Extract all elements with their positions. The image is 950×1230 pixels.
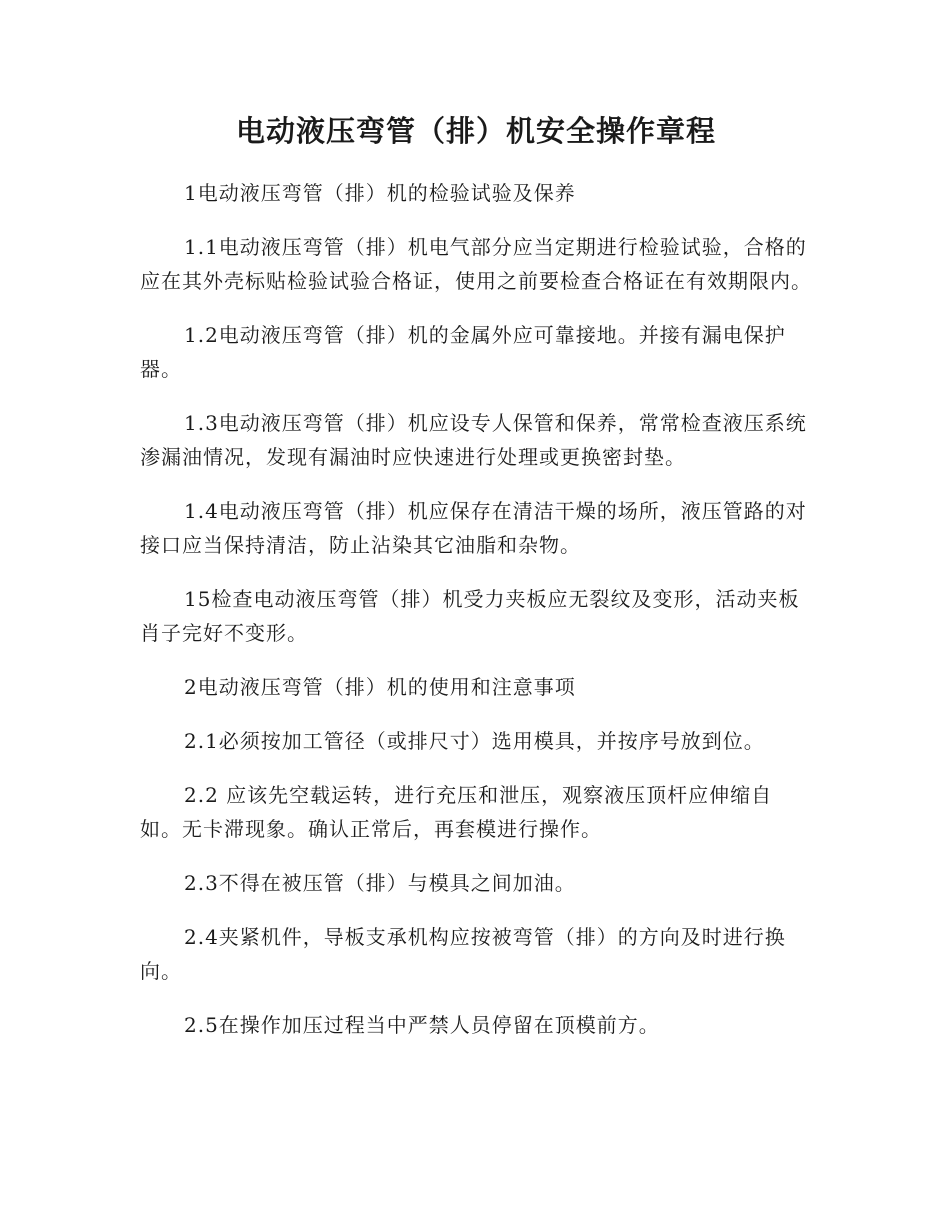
document-page: [140, 108, 812, 1062]
paragraph-1-4: 1.4电动液压弯管（排）机应保存在清洁干燥的场所，液压管路的对接口应当保持清洁，防止沾染其它油脂和杂物。: [140, 499, 807, 557]
paragraph-2-4: 2.4夹紧机件，导板支承机构应按被弯管（排）的方向及时进行换向。: [140, 925, 786, 983]
paragraph-1-3: 1.3电动液压弯管（排）机应设专人保管和保养，常常检查液压系统渗漏油情况，发现有漏油时应快速进行处理或更换密封垫。: [140, 411, 807, 469]
paragraph-1-2: 1.2电动液压弯管（排）机的金属外应可靠接地。并接有漏电保护器。: [140, 323, 786, 381]
section-heading-1: 1电动液压弯管（排）机的检验试验及保养: [184, 181, 576, 205]
paragraph-2-2: 2.2 应该先空载运转，进行充压和泄压，观察液压顶杆应伸缩自如。无卡滞现象。确认正常后，再套模进行操作。: [140, 783, 773, 841]
paragraph-2-5: 2.5在操作加压过程当中严禁人员停留在顶模前方。: [184, 1013, 660, 1037]
section-heading-2: 2电动液压弯管（排）机的使用和注意事项: [184, 675, 576, 699]
paragraph-1-5: 15检查电动液压弯管（排）机受力夹板应无裂纹及变形，活动夹板肖子完好不变形。: [140, 587, 800, 645]
paragraph-1-1: 1.1电动液压弯管（排）机电气部分应当定期进行检验试验，合格的应在其外壳标贴检验试验合格证，使用之前要检查合格证在有效期限内。: [140, 235, 812, 293]
paragraph-2-1: 2.1必须按加工管径（或排尺寸）选用模具，并按序号放到位。: [184, 729, 765, 753]
paragraph-2-3: 2.3不得在被压管（排）与模具之间加油。: [184, 871, 576, 895]
page-title: 电动液压弯管（排）机安全操作章程: [235, 114, 716, 148]
